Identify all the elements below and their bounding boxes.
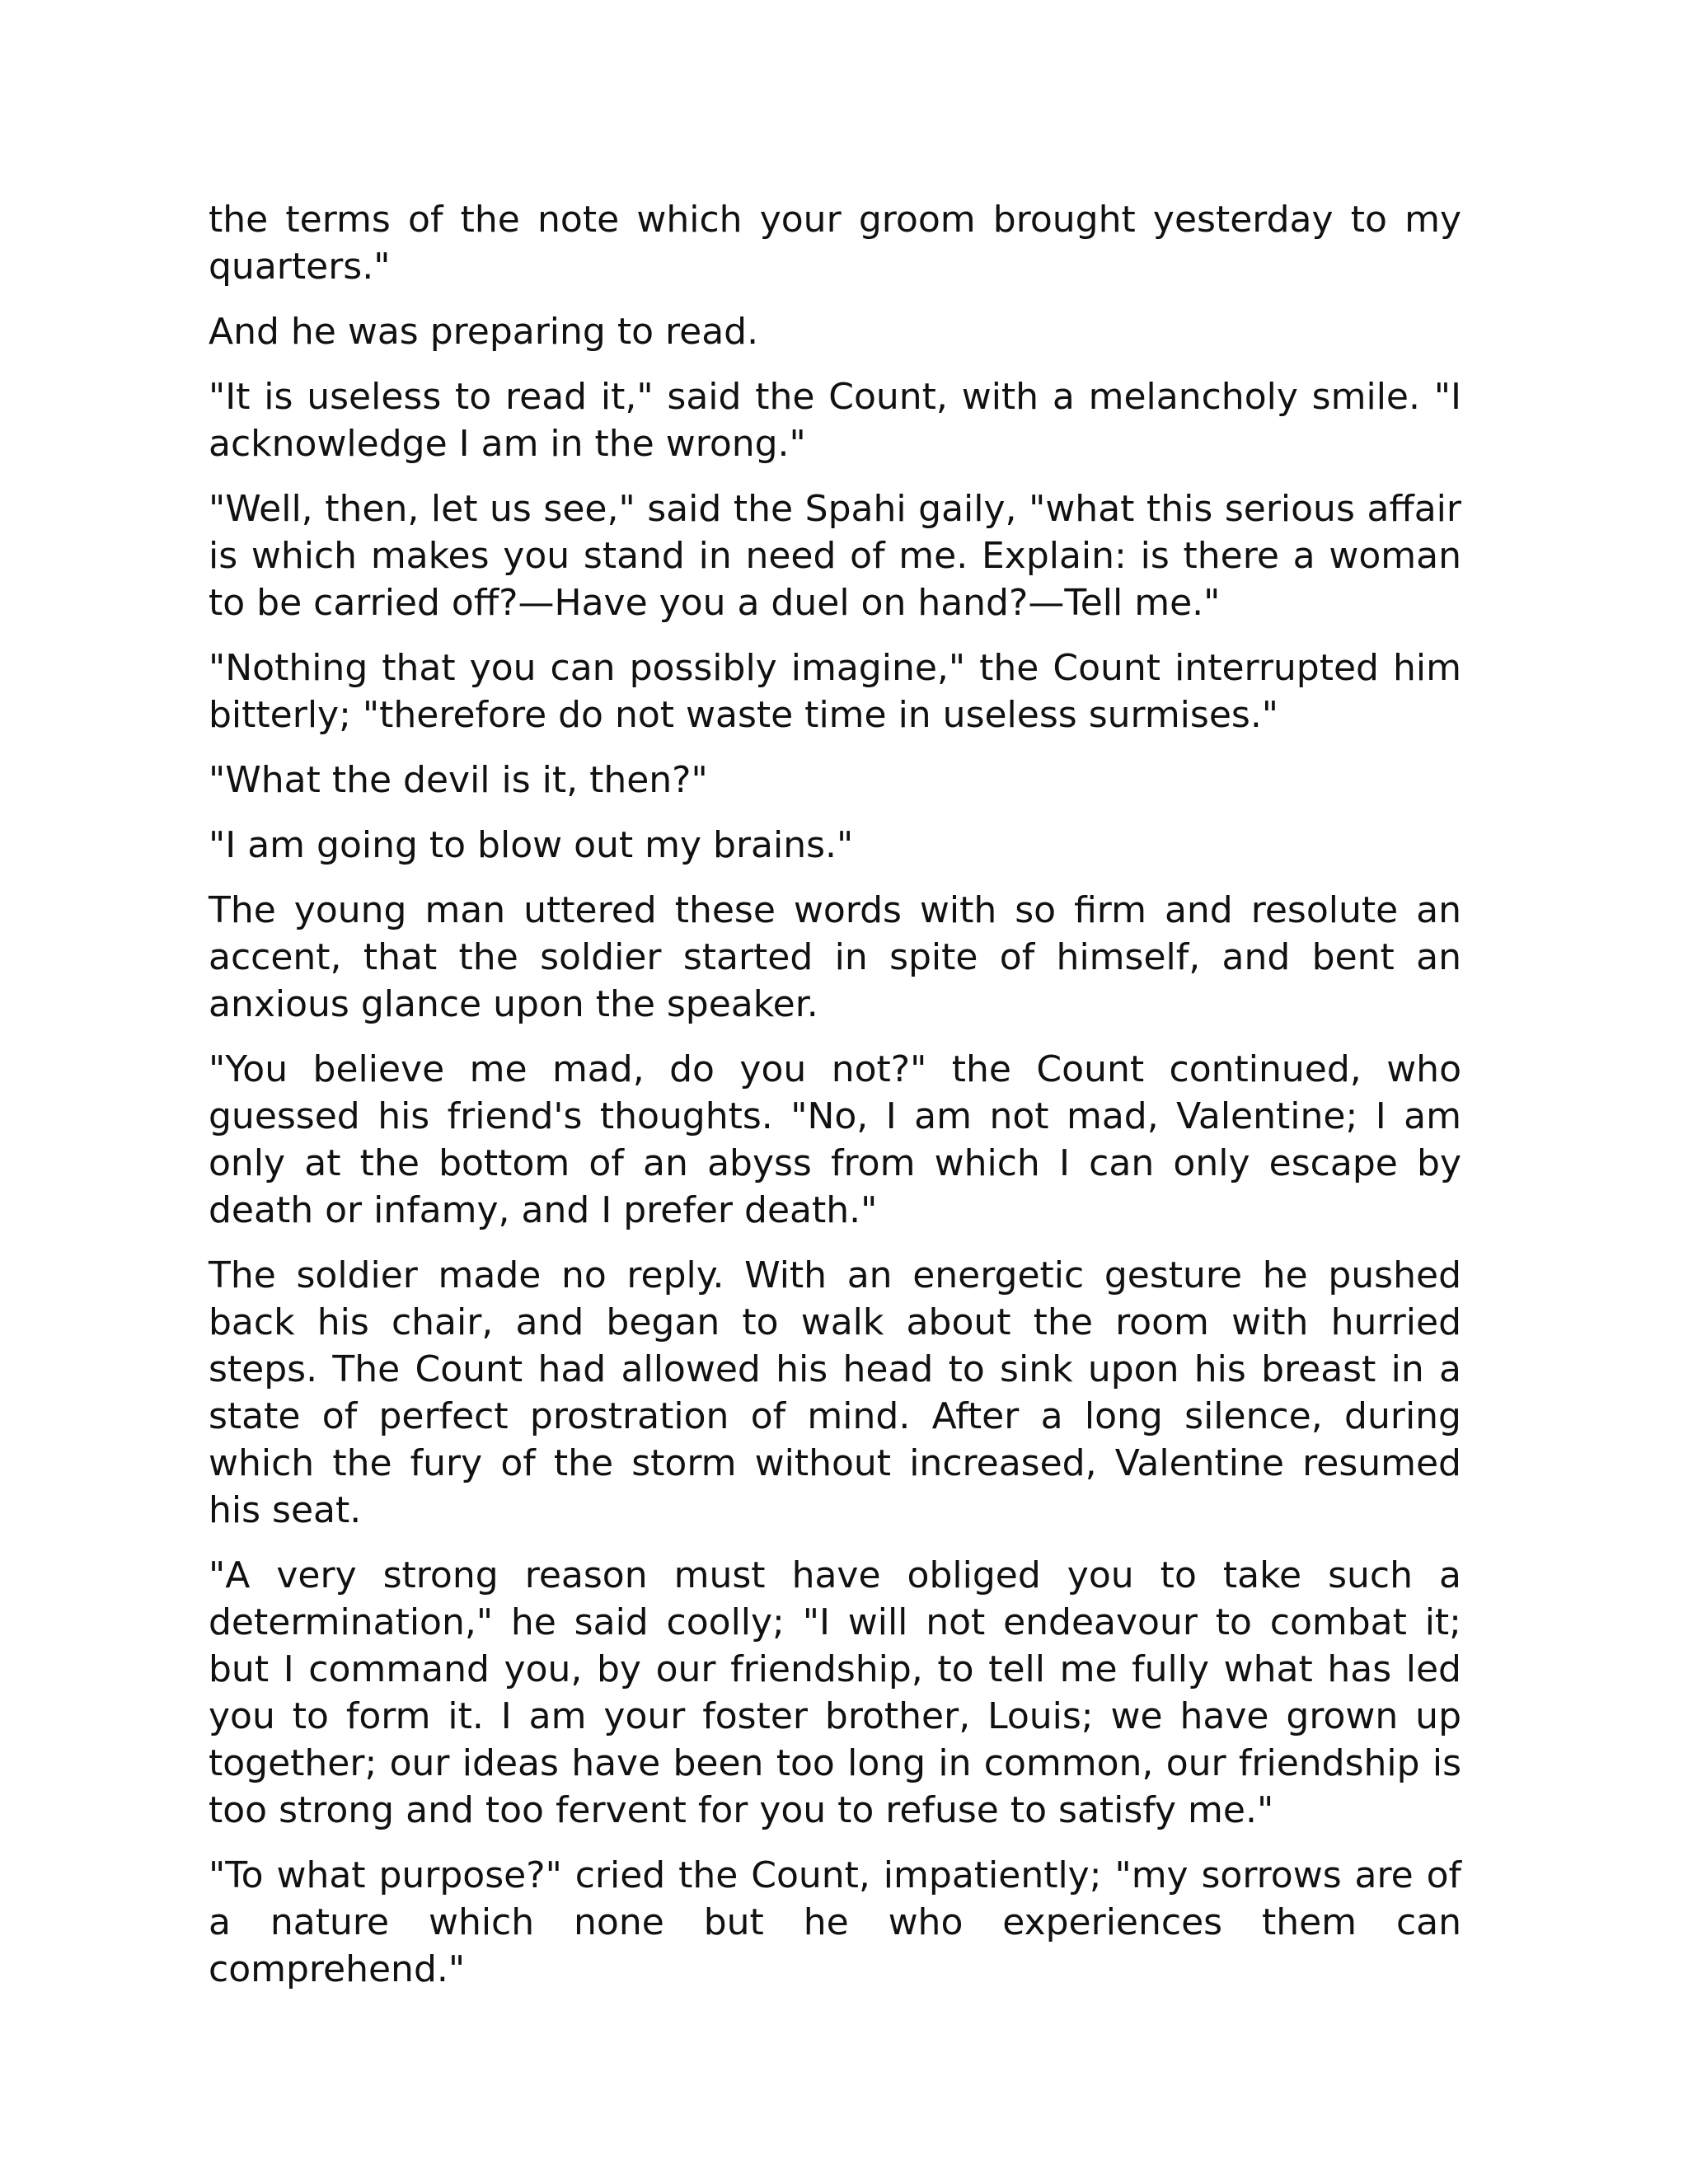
paragraph: And he was preparing to read.	[209, 311, 759, 353]
paragraph: "It is useless to read it," said the Count, with a melancholy smile. "I acknowledge I am in the wrong."	[209, 376, 1461, 465]
paragraph: "You believe me mad, do you not?" the Count continued, who guessed his friend's thoughts. "No, I am not mad, Valentine; I am only at the bottom of an abyss from which I can only escape by death or infamy, and I prefer death."	[209, 1048, 1461, 1231]
paragraph: The young man uttered these words with so firm and resolute an accent, that the soldier started in spite of himself, and bent an anxious glance upon the speaker.	[209, 889, 1461, 1025]
paragraph: "A very strong reason must have obliged you to take such a determination," he said coolly; "I will not endeavour to combat it; but I command you, by our friendship, to tell me fully what has led you to form it. I am your foster brother, Louis; we have grown up together; our ideas have been too long in common, our friendship is too strong and too fervent for you to refuse to satisfy me."	[209, 1554, 1461, 1831]
paragraph: "To what purpose?" cried the Count, impatiently; "my sorrows are of a nature which none but he who experiences them can comprehend."	[209, 1854, 1461, 1990]
paragraph: "What the devil is it, then?"	[209, 759, 708, 801]
paragraph: "I am going to blow out my brains."	[209, 824, 854, 866]
paragraph: "Well, then, let us see," said the Spahi gaily, "what this serious affair is which makes you stand in need of me. Explain: is there a woman to be carried off?—Have you a duel on hand?—Tell me."	[209, 488, 1461, 624]
paragraph: the terms of the note which your groom brought yesterday to my quarters."	[209, 199, 1461, 288]
paragraph: The soldier made no reply. With an energetic gesture he pushed back his chair, and began to walk about the room with hurried steps. The Count had allowed his head to sink upon his breast in a state of perfect prostration of mind. After a long silence, during which the fury of the storm without increased, Valentine resumed his seat.	[209, 1254, 1461, 1531]
document-page	[209, 196, 1461, 2011]
paragraph: "Nothing that you can possibly imagine," the Count interrupted him bitterly; "therefore do not waste time in useless surmises."	[209, 647, 1461, 736]
